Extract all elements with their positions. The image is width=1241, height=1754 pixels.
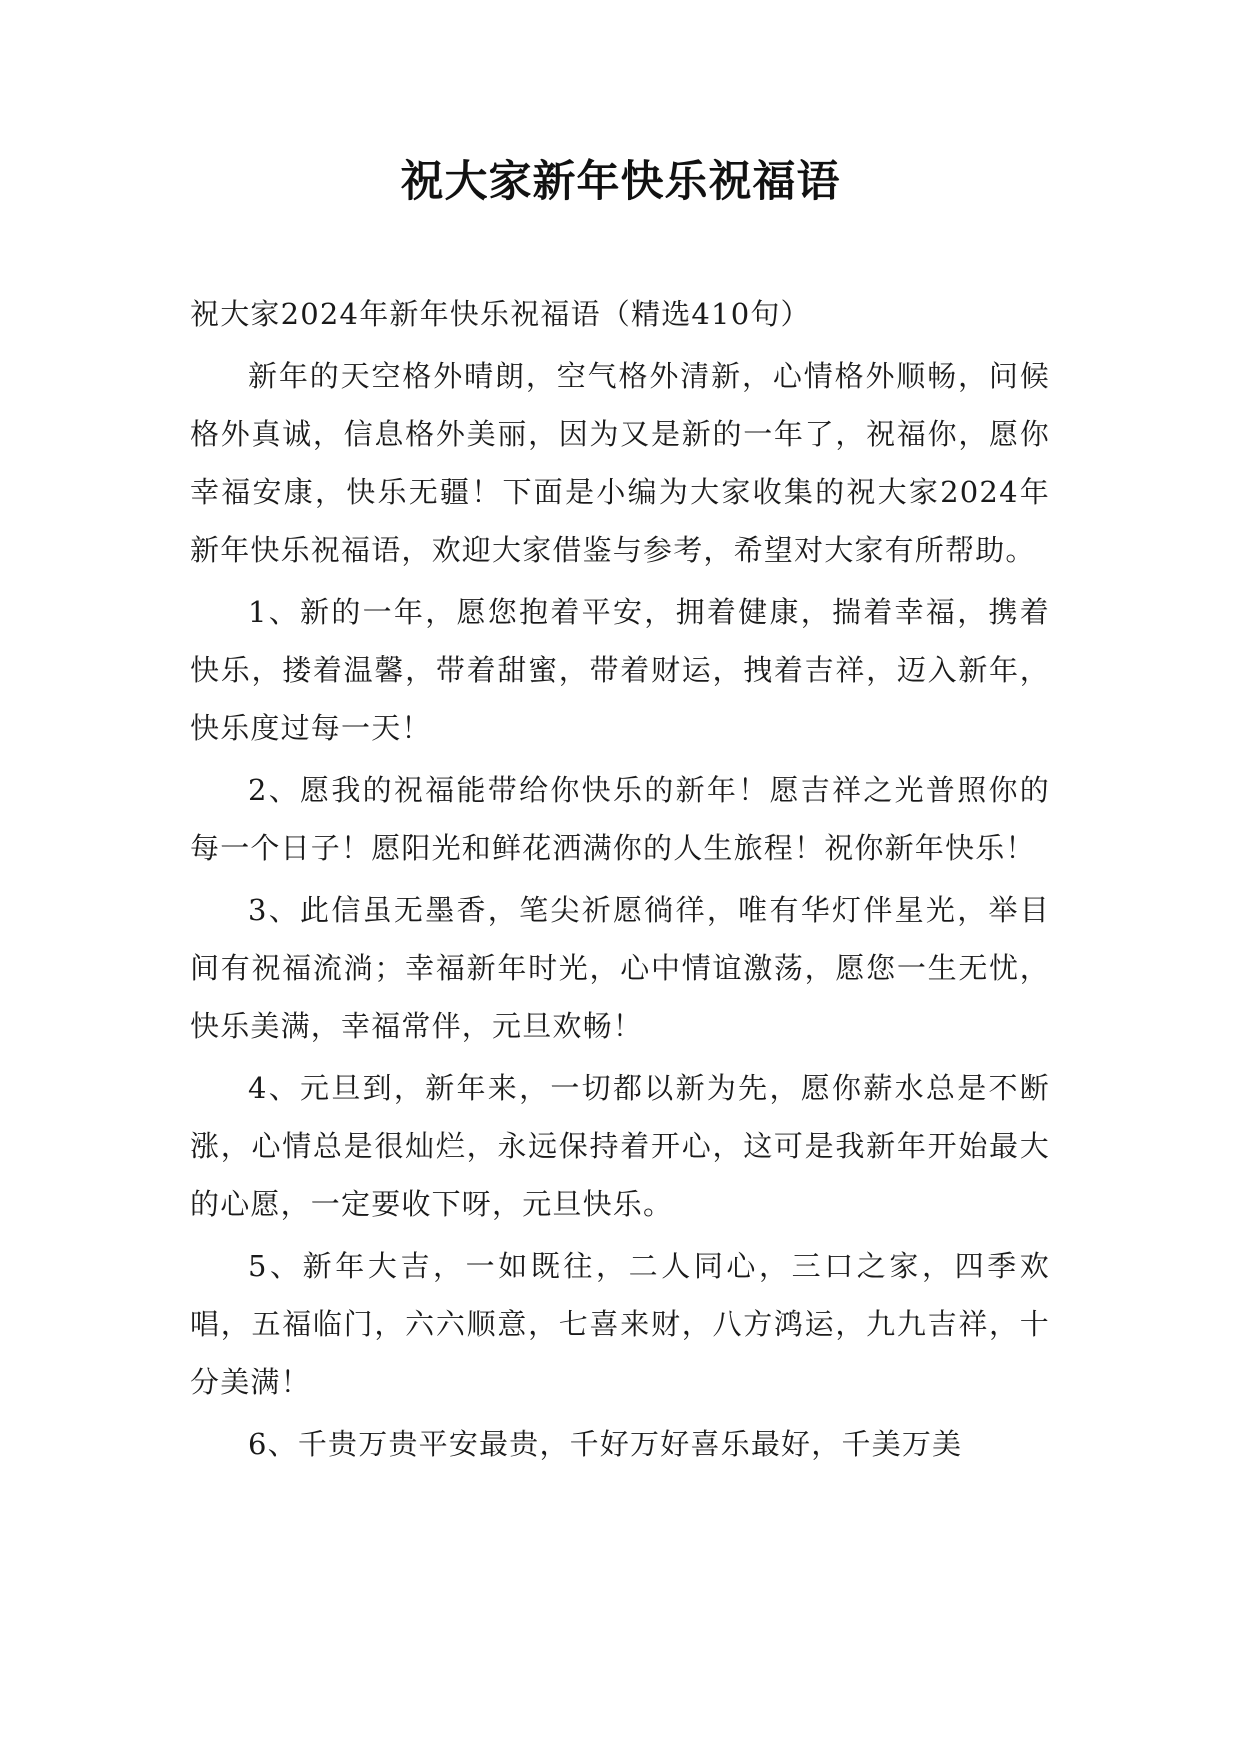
intro-paragraph: 新年的天空格外晴朗，空气格外清新，心情格外顺畅，问候格外真诚，信息格外美丽，因为又是新的一年了，祝福你，愿你幸福安康，快乐无疆！下面是小编为大家收集的祝大家2024年新年快乐祝福语，欢迎大家借鉴与参考，希望对大家有所帮助。: [190, 359, 1050, 567]
greeting-item-1: 1、新的一年，愿您抱着平安，拥着健康，揣着幸福，携着快乐，搂着温馨，带着甜蜜，带着财运，拽着吉祥，迈入新年，快乐度过每一天！: [190, 595, 1050, 745]
greeting-item-3: 3、此信虽无墨香，笔尖祈愿徜徉，唯有华灯伴星光，举目间有祝福流淌；幸福新年时光，心中情谊激荡，愿您一生无忧，快乐美满，幸福常伴，元旦欢畅！: [190, 893, 1050, 1043]
greeting-item-6: 6、千贵万贵平安最贵，千好万好喜乐最好，千美万美: [248, 1427, 963, 1461]
document-body: [190, 285, 1050, 1477]
greeting-item-2: 2、愿我的祝福能带给你快乐的新年！愿吉祥之光普照你的每一个日子！愿阳光和鲜花洒满你的人生旅程！祝你新年快乐！: [190, 773, 1050, 865]
greeting-item-4: 4、元旦到，新年来，一切都以新为先，愿你薪水总是不断涨，心情总是很灿烂，永远保持着开心，这可是我新年开始最大的心愿，一定要收下呀，元旦快乐。: [190, 1071, 1050, 1221]
document-subtitle: 祝大家2024年新年快乐祝福语（精选410句）: [190, 297, 811, 331]
document-title: 祝大家新年快乐祝福语: [400, 157, 841, 207]
greeting-item-5: 5、新年大吉，一如既往，二人同心，三口之家，四季欢唱，五福临门，六六顺意，七喜来财，八方鸿运，九九吉祥，十分美满！: [190, 1249, 1050, 1399]
